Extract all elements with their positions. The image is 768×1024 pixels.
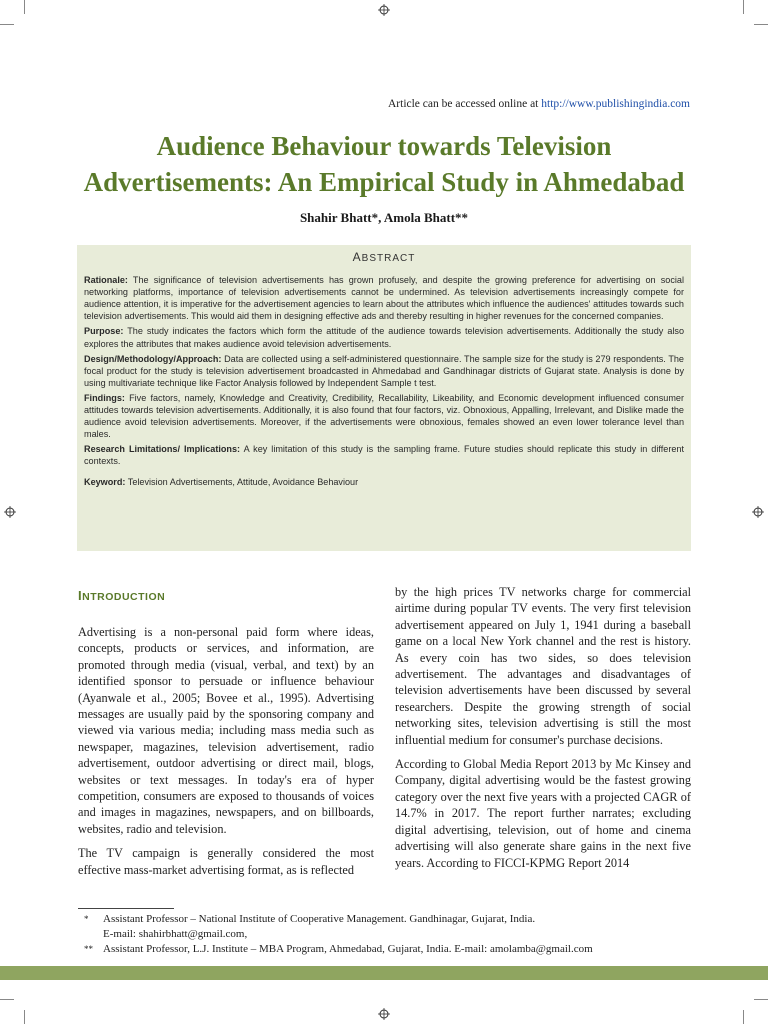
access-line — [388, 98, 690, 110]
abstract-heading: ABSTRACT — [352, 250, 416, 264]
body-column-left — [78, 624, 374, 886]
abstract-limitations: Research Limitations/ Implications: A key limitation of this study is the sampling frame. Future studies should replicate this study in different contexts. — [84, 444, 684, 467]
access-prefix: Article can be accessed online at — [387, 98, 542, 110]
paper-title — [60, 128, 708, 200]
abstract-design: Design/Methodology/Approach: Data are collected using a self-administered questionnaire. The sample size for the study is 279 respondents. The focal product for the study is television advertisement broadcasted in Ahmedabad and Gandhinagar districts of Gujarat state. Analysis is done by using multivariate technique like Factor Analysis followed by Independent Sample t test. — [84, 353, 684, 388]
footnote: * Assistant Professor – National Institute of Cooperative Management. Gandhinagar, Gujarat, India. — [84, 913, 536, 925]
registration-mark-icon — [4, 506, 16, 518]
body-column-right — [395, 584, 691, 879]
footnote: E-mail: shahirbhatt@gmail.com, — [103, 928, 248, 940]
footnotes — [78, 912, 698, 957]
abstract-box — [77, 245, 691, 551]
footer-color-bar — [0, 966, 768, 980]
footnote-rule — [78, 908, 174, 909]
abstract-rationale: Rationale: The significance of television advertisements has grown profusely, and despite the growing preference for advertising on social networking platforms, importance of television advertisements cannot be undermined. As television advertisements increasingly compete for audience attention, it is imperative for the advertisement agencies to learn about the attributes which influence the audiences' attitudes towards such television advertisements. This would aid them in designing effective ads and thereby resulting in higher revenues for the concerned companies. — [84, 275, 684, 322]
title-line: Audience Behaviour towards Television — [156, 131, 612, 161]
footnote: ** Assistant Professor, L.J. Institute – MBA Program, Ahmedabad, Gujarat, India. E-mail: amolamba@gmail.com — [84, 943, 593, 955]
registration-mark-icon — [378, 1008, 390, 1020]
section-heading-introduction: INTRODUCTION — [78, 588, 166, 603]
body-paragraph: Advertising is a non-personal paid form where ideas, concepts, products or services, and information, are promoted through media (visual, verbal, and text) by an identified sponsor to persuade or influence behaviour (Ayanwale et al., 2005; Bovee et al., 1995). Advertising messages are usually paid by the sponsoring company and viewed via various media; including mass media such as newspaper, magazines, television advertisement, radio advertisement, outdoor advertising or direct mail, blogs, websites or text messages. In today's era of hyper competition, consumers are exposed to thousands of voices and images in magazines, newspapers, and on billboards, websites, radio and television. — [78, 625, 374, 836]
crop-mark — [24, 0, 25, 14]
abstract-findings: Findings: Five factors, namely, Knowledge and Creativity, Credibility, Recallability, Likeability, and Economic development influenced consumer attitudes towards television advertisements. Additionally, it is also found that four factors, viz. Obnoxious, Appalling, Irrelevant, and Dislike made the audience avoid television advertisements. Moreover, if the advertisements were obnoxious, females showed an even lower tolerance level than males. — [84, 392, 684, 440]
body-paragraph: According to Global Media Report 2013 by Mc Kinsey and Company, digital advertising would be the fastest growing category over the next five years with a projected CAGR of 14.7% in 2017. The report further narrates; excluding digital advertising, television, out of home and cinema advertising will also generate share gains in the next five years. According to FICCI-KPMG Report 2014 — [395, 757, 691, 870]
crop-mark — [0, 24, 14, 25]
crop-mark — [743, 0, 744, 14]
author-list: Shahir Bhatt*, Amola Bhatt** — [299, 210, 469, 225]
registration-mark-icon — [378, 4, 390, 16]
body-paragraph: by the high prices TV networks charge for commercial airtime during popular TV events. The very first television advertisement appeared on July 1, 1941 during a baseball game on a local New York channel and the rest is history. As every coin has two sides, so does television advertisement. The advantages and disadvantages of television advertisements have been discussed by several researchers. Despite the growing strength of social networking sites, television advertising is still the most influential medium for consumer's purchase decisions. — [395, 585, 691, 747]
title-line: Advertisements: An Empirical Study in Ahmedabad — [83, 167, 685, 197]
crop-mark — [0, 999, 14, 1000]
publisher-link[interactable]: http://www.publishingindia.com — [541, 98, 690, 110]
crop-mark — [743, 1010, 744, 1024]
registration-mark-icon — [752, 506, 764, 518]
abstract-keywords: Keyword: Television Advertisements, Attitude, Avoidance Behaviour — [84, 476, 359, 487]
body-paragraph: The TV campaign is generally considered the most effective mass-market advertising format, as is reflected — [78, 846, 374, 877]
crop-mark — [754, 999, 768, 1000]
crop-mark — [754, 24, 768, 25]
crop-mark — [24, 1010, 25, 1024]
abstract-purpose: Purpose: The study indicates the factors which form the attitude of the audience towards television advertisements. Additionally the study also explores the attributes that makes audience avoid television advertisements. — [84, 326, 684, 349]
